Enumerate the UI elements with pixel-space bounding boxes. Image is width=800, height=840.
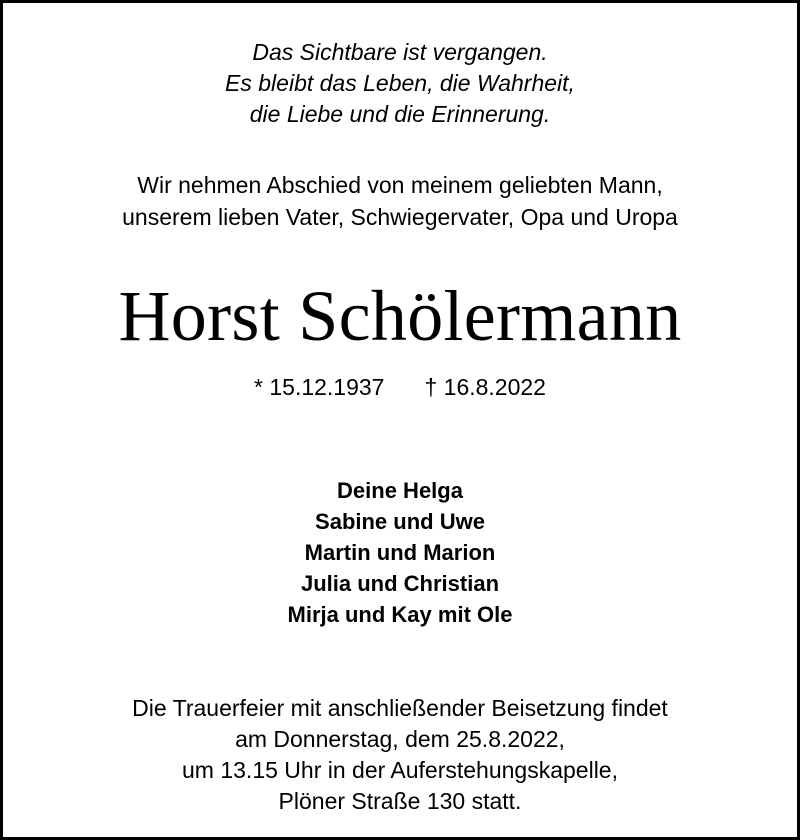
- mourner-name: Deine Helga: [337, 478, 463, 503]
- service-line: Plöner Straße 130 statt.: [278, 788, 522, 814]
- life-dates: [3, 371, 797, 403]
- mourners-list: [3, 475, 797, 630]
- birth-date: * 15.12.1937: [254, 374, 385, 400]
- mourner-name: Mirja und Kay mit Ole: [287, 602, 513, 627]
- mourner-name: Sabine und Uwe: [315, 509, 485, 534]
- service-line: Die Trauerfeier mit anschließender Beisetzung findet: [132, 695, 668, 721]
- mourner-name: Julia und Christian: [300, 571, 500, 596]
- death-date: † 16.8.2022: [424, 374, 546, 400]
- motto-line: Es bleibt das Leben, die Wahrheit,: [225, 70, 575, 96]
- mourner-name: Martin und Marion: [304, 540, 496, 565]
- motto-line: Das Sichtbare ist vergangen.: [252, 39, 548, 65]
- service-line: um 13.15 Uhr in der Auferstehungskapelle,: [182, 757, 618, 783]
- intro-line: Wir nehmen Abschied von meinem geliebten Mann,: [137, 172, 663, 198]
- deceased-name: Horst Schölermann: [118, 276, 682, 356]
- farewell-intro: [3, 169, 797, 233]
- motto-verse: [3, 37, 797, 130]
- motto-line: die Liebe und die Erinnerung.: [249, 101, 551, 127]
- service-line: am Donnerstag, dem 25.8.2022,: [235, 726, 565, 752]
- funeral-service-info: [3, 693, 797, 817]
- intro-line: unserem lieben Vater, Schwiegervater, Opa und Uropa: [122, 204, 678, 230]
